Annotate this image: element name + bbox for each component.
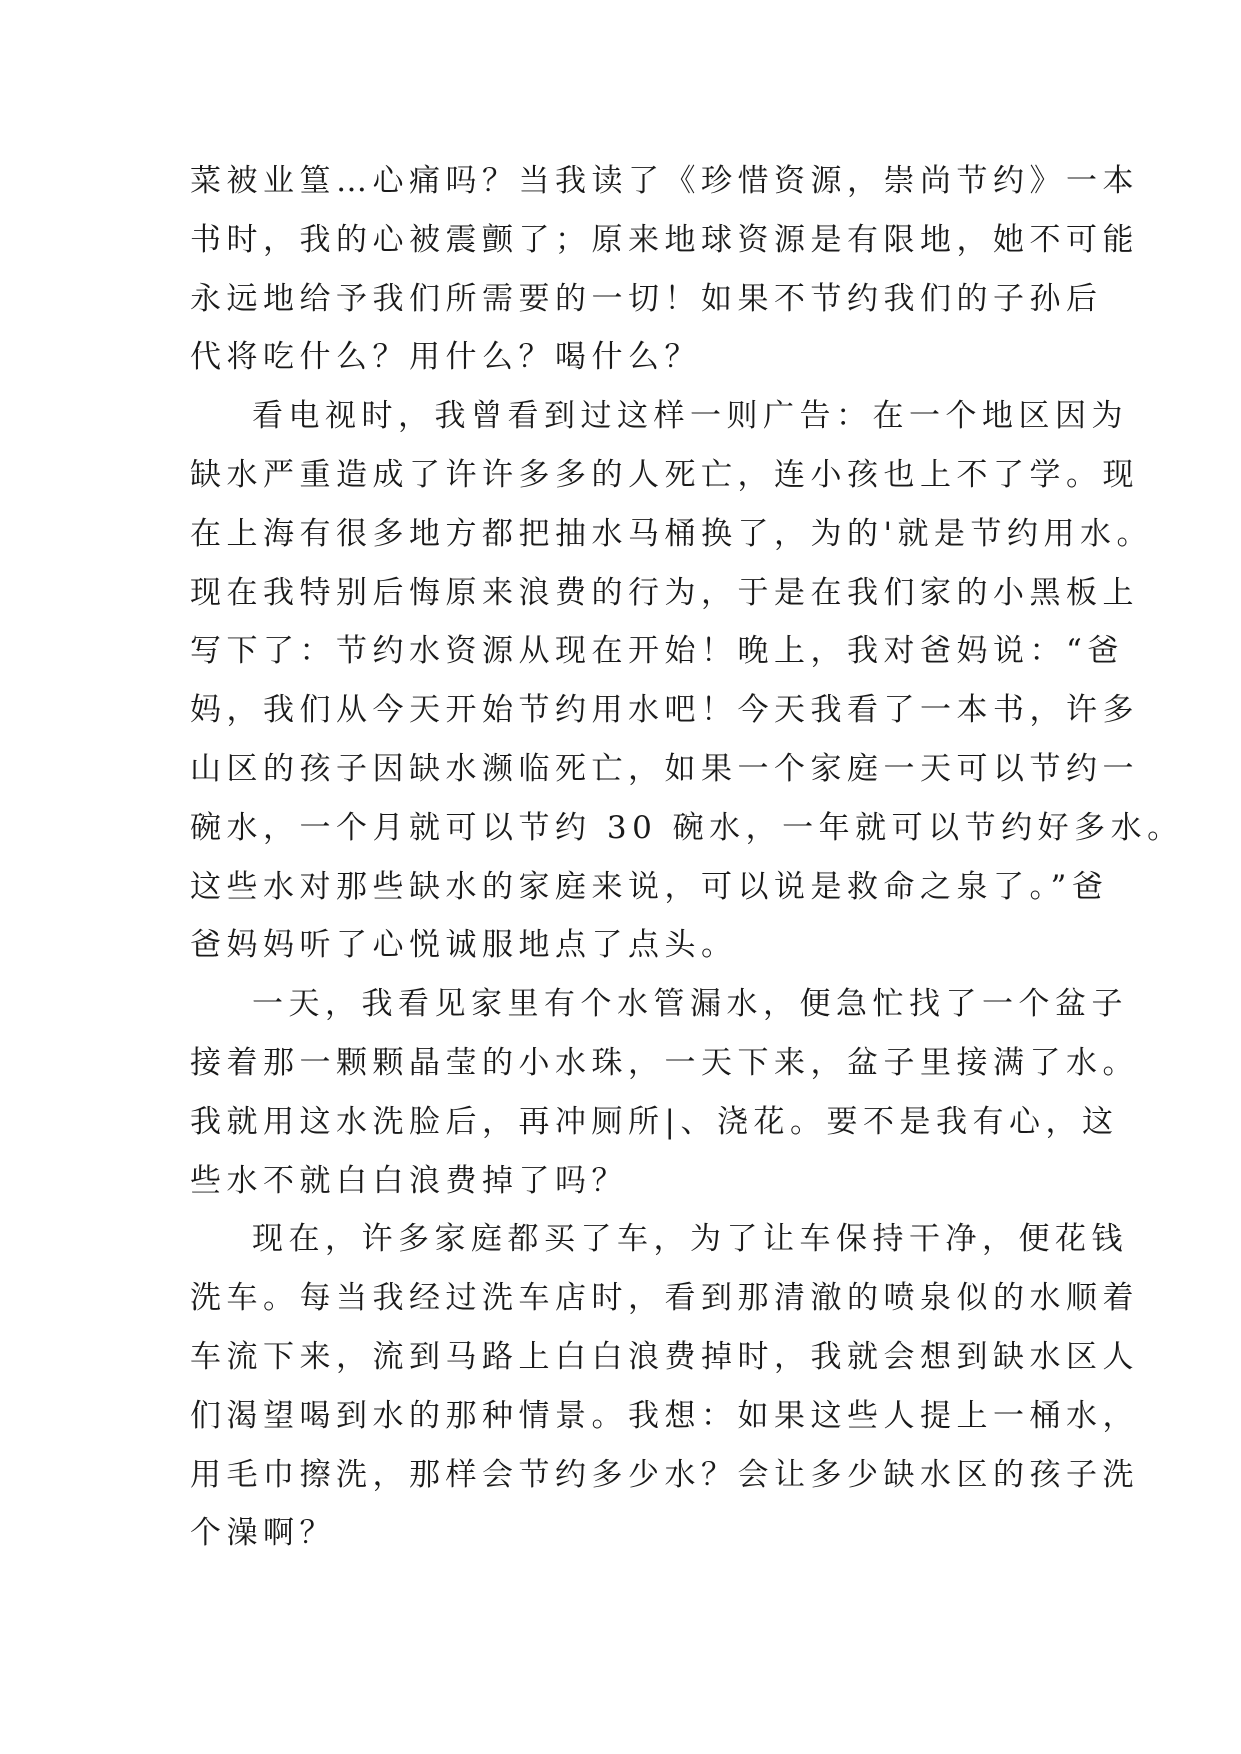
text-line: 缺水严重造成了许许多多的人死亡，连小孩也上不了学。现 xyxy=(190,456,1139,493)
text-line: 接着那一颗颗晶莹的小水珠，一天下来，盆子里接满了水。 xyxy=(190,1044,1139,1081)
text-line: 现在我特别后悔原来浪费的行为，于是在我们家的小黑板上 xyxy=(190,574,1139,611)
text-line: 用毛巾擦洗，那样会节约多少水？会让多少缺水区的孩子洗 xyxy=(190,1456,1139,1493)
text-line: 些水不就白白浪费掉了吗？ xyxy=(190,1162,628,1199)
paragraph-2 xyxy=(190,387,1184,975)
text-line: 写下了：节约水资源从现在开始！晚上，我对爸妈说：“爸 xyxy=(190,633,1124,670)
text-line: 这些水对那些缺水的家庭来说，可以说是救命之泉了。”爸 xyxy=(190,868,1109,905)
paragraph-4 xyxy=(190,1210,1139,1563)
paragraph-3 xyxy=(190,975,1139,1210)
text-line: 永远地给予我们所需要的一切！如果不节约我们的子孙后 xyxy=(190,280,1103,317)
text-line: 妈，我们从今天开始节约用水吧！今天我看了一本书，许多 xyxy=(190,692,1139,729)
text-line: 个澡啊？ xyxy=(190,1515,336,1552)
text-line: 菜被业篁…心痛吗？当我读了《珍惜资源，崇尚节约》一本 xyxy=(190,163,1139,199)
text-line: 一天，我看见家里有个水管漏水，便急忙找了一个盆子 xyxy=(252,986,1128,1023)
text-line: 书时，我的心被震颤了；原来地球资源是有限地，她不可能 xyxy=(190,221,1139,258)
text-line: 看电视时，我曾看到过这样一则广告：在一个地区因为 xyxy=(252,398,1128,435)
text-line: 山区的孩子因缺水濒临死亡，如果一个家庭一天可以节约一 xyxy=(190,750,1139,787)
text-line: 们渴望喝到水的那种情景。我想：如果这些人提上一桶水， xyxy=(190,1397,1139,1434)
text-line: 车流下来，流到马路上白白浪费掉时，我就会想到缺水区人 xyxy=(190,1338,1139,1375)
text-line: 在上海有很多地方都把抽水马桶换了，为的'就是节约用水。 xyxy=(190,515,1154,552)
paragraph-1 xyxy=(190,152,1139,387)
text-line: 碗水，一个月就可以节约 30 碗水，一年就可以节约好多水。 xyxy=(190,809,1184,846)
text-line: 代将吃什么？用什么？喝什么？ xyxy=(190,339,701,376)
text-line: 现在，许多家庭都买了车，为了让车保持干净，便花钱 xyxy=(252,1221,1128,1258)
text-line: 爸妈妈听了心悦诚服地点了点头。 xyxy=(190,927,738,964)
document-body xyxy=(190,152,1184,1563)
text-line: 洗车。每当我经过洗车店时，看到那清澈的喷泉似的水顺着 xyxy=(190,1280,1139,1317)
text-line: 我就用这水洗脸后，再冲厕所|、浇花。要不是我有心，这 xyxy=(190,1103,1119,1140)
